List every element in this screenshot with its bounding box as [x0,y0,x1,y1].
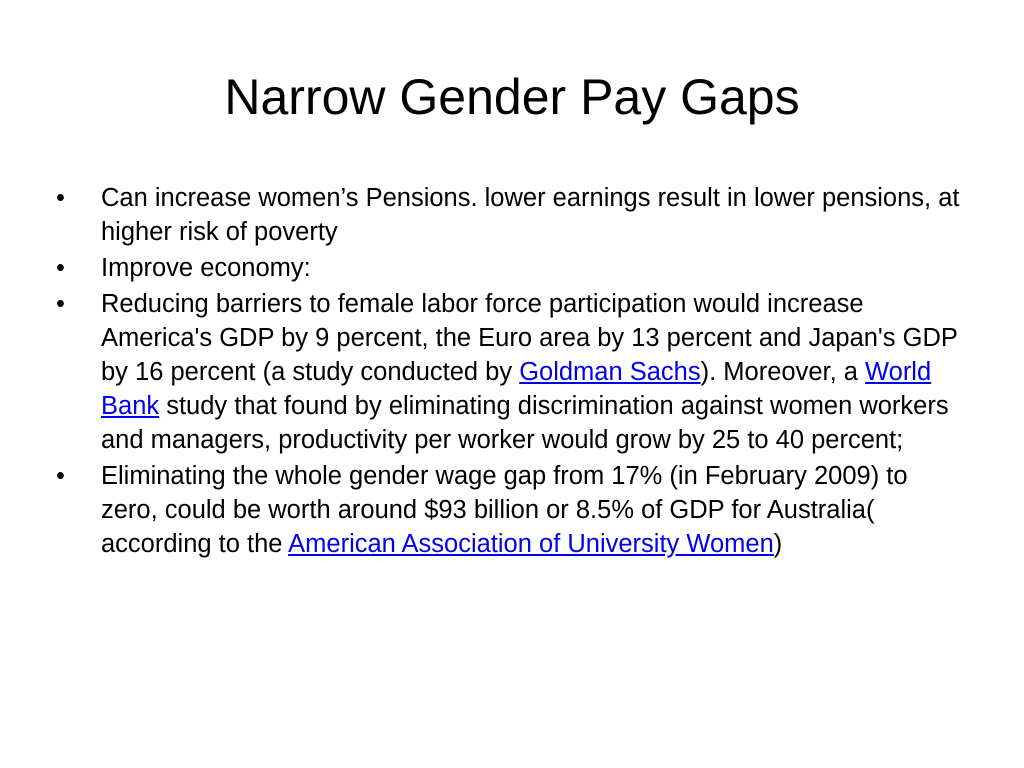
goldman-sachs-link[interactable]: Goldman Sachs [519,358,701,386]
bullet-text: study that found by eliminating discrimination against women workers and managers, productivity per worker would grow by 25 to 40 percent; [101,392,949,454]
bullet-icon: • [56,462,65,490]
slide-title: Narrow Gender Pay Gaps [224,69,800,125]
world-bank-link[interactable]: World Bank [101,358,932,420]
bullet-item-pensions [56,181,971,249]
bullet-list [56,181,971,563]
bullet-icon: • [56,254,65,282]
bullet-text: Reducing barriers to female labor force participation would increase America's GDP by 9 percent, the Euro area by 13 percent and Japan's GDP by 16 percent (a study conducted by [101,290,958,386]
bullet-text: Improve economy: [101,254,311,282]
bullet-text: Eliminating the whole gender wage gap from 17% (in February 2009) to zero, could be worth around $93 billion or 8.5% of GDP for Australia( according to the [101,462,908,558]
bullet-item-economy [56,251,971,285]
bullet-icon: • [56,290,65,318]
bullet-text: ). Moreover, a [700,358,866,386]
bullet-icon: • [56,184,65,212]
aauw-link[interactable]: American Association of University Women [288,530,774,558]
bullet-text: Can increase women’s Pensions. lower earnings result in lower pensions, at higher risk of poverty [101,184,960,246]
bullet-item-gdp-study [56,287,971,457]
bullet-item-wage-gap [56,459,971,561]
bullet-text: ) [773,530,783,558]
